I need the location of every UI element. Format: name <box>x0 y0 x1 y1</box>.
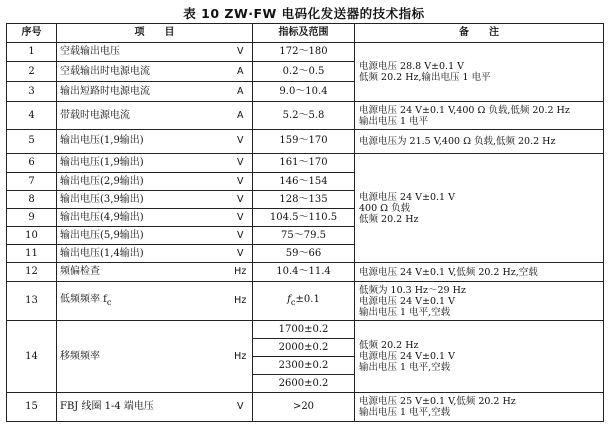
row-range: 9.0～10.4 <box>253 82 355 102</box>
row-range: 159～170 <box>253 129 355 153</box>
range-subscript: c <box>290 297 296 308</box>
row-no: 5 <box>7 129 57 153</box>
row-item <box>57 282 229 321</box>
table-row <box>7 393 604 422</box>
row-item: 带载时电源电流 <box>57 102 229 130</box>
row-range: 104.5～110.5 <box>253 209 355 227</box>
row-unit: V <box>229 227 253 245</box>
range-tolerance: ±0.1 <box>295 294 320 306</box>
row-item: 输出电压(1,9输出) <box>57 154 229 173</box>
row-unit: Hz <box>229 263 253 282</box>
row-range <box>253 282 355 321</box>
row-range: >20 <box>253 393 355 422</box>
row-unit: V <box>229 173 253 191</box>
row-item: 输出电压(2,9输出) <box>57 173 229 191</box>
table-row <box>7 154 604 173</box>
row-no: 7 <box>7 173 57 191</box>
row-no: 3 <box>7 82 57 102</box>
row-no: 15 <box>7 393 57 422</box>
row-item-subscript: c <box>106 297 112 308</box>
row-range: 2000±0.2 <box>253 339 355 357</box>
row-no: 2 <box>7 62 57 82</box>
row-item: 频偏检查 <box>57 263 229 282</box>
row-range: 0.2～0.5 <box>253 62 355 82</box>
row-unit: A <box>229 102 253 130</box>
row-item: 输出电压(4,9输出) <box>57 209 229 227</box>
row-item: 输出电压(1,9输出) <box>57 129 229 153</box>
table-title: 表 10 ZW·FW 电码化发送器的技术指标 <box>183 6 425 21</box>
row-item: 空载输出时电源电流 <box>57 62 229 82</box>
table-row <box>7 282 604 321</box>
row-range: 1700±0.2 <box>253 321 355 339</box>
row-unit: A <box>229 62 253 82</box>
note-row-5: 电源电压为 21.5 V,400 Ω 负载,低频 20.2 Hz <box>355 129 604 153</box>
row-no: 14 <box>7 321 57 393</box>
row-item: 输出短路时电源电流 <box>57 82 229 102</box>
row-range: 161～170 <box>253 154 355 173</box>
table-row <box>7 321 604 339</box>
row-unit: V <box>229 191 253 209</box>
note-row-15: 电源电压 25 V±0.1 V,低频 20.2 Hz 输出电压 1 电平,空载 <box>355 393 604 422</box>
note-rows-1-3: 电源电压 28.8 V±0.1 V 低频 20.2 Hz,输出电压 1 电平 <box>355 43 604 102</box>
row-range: 10.4～11.4 <box>253 263 355 282</box>
row-range: 146～154 <box>253 173 355 191</box>
row-item: 输出电压(5,9输出) <box>57 227 229 245</box>
row-range: 2600±0.2 <box>253 375 355 393</box>
row-item: 输出电压(1,4输出) <box>57 245 229 263</box>
row-unit: A <box>229 82 253 102</box>
note-row-12: 电源电压 24 V±0.1 V,低频 20.2 Hz,空载 <box>355 263 604 282</box>
header-item: 项 目 <box>57 24 253 43</box>
row-no: 4 <box>7 102 57 130</box>
table-row <box>7 129 604 153</box>
row-item: 移频频率 <box>57 321 229 393</box>
row-no: 11 <box>7 245 57 263</box>
table-row <box>7 102 604 130</box>
row-no: 10 <box>7 227 57 245</box>
header-index: 序号 <box>7 24 57 43</box>
header-note: 备 注 <box>355 24 604 43</box>
row-unit: V <box>229 245 253 263</box>
row-no: 12 <box>7 263 57 282</box>
row-unit: V <box>229 393 253 422</box>
row-range: 172～180 <box>253 43 355 62</box>
row-item: FBJ 线圈 1-4 端电压 <box>57 393 229 422</box>
row-unit: V <box>229 43 253 62</box>
note-row-13: 低频为 10.3 Hz～29 Hz 电源电压 24 V±0.1 V 输出电压 1 电平,空载 <box>355 282 604 321</box>
note-rows-6-11: 电源电压 24 V±0.1 V 400 Ω 负载 低频 20.2 Hz <box>355 154 604 263</box>
range-symbol: f <box>287 294 291 306</box>
row-no: 9 <box>7 209 57 227</box>
table-row <box>7 43 604 62</box>
row-no: 13 <box>7 282 57 321</box>
row-item: 空载输出电压 <box>57 43 229 62</box>
note-row-4: 电源电压 24 V±0.1 V,400 Ω 负载,低频 20.2 Hz 输出电压 1 电平 <box>355 102 604 130</box>
note-row-14: 低频 20.2 Hz 电源电压 24 V±0.1 V 输出电压 1 电平,空载 <box>355 321 604 393</box>
row-unit: Hz <box>229 282 253 321</box>
row-range: 75～79.5 <box>253 227 355 245</box>
row-no: 1 <box>7 43 57 62</box>
row-unit: V <box>229 209 253 227</box>
row-item-text: 低频频率 f <box>60 294 107 306</box>
header-range: 指标及范围 <box>253 24 355 43</box>
row-unit: Hz <box>229 321 253 393</box>
table-row <box>7 263 604 282</box>
row-unit: V <box>229 154 253 173</box>
spec-table <box>6 23 604 422</box>
row-range: 128～135 <box>253 191 355 209</box>
header-row <box>7 24 604 43</box>
row-no: 6 <box>7 154 57 173</box>
row-item: 输出电压(3,9输出) <box>57 191 229 209</box>
row-unit: V <box>229 129 253 153</box>
row-no: 8 <box>7 191 57 209</box>
row-range: 59～66 <box>253 245 355 263</box>
row-range: 2300±0.2 <box>253 357 355 375</box>
row-range: 5.2～5.8 <box>253 102 355 130</box>
